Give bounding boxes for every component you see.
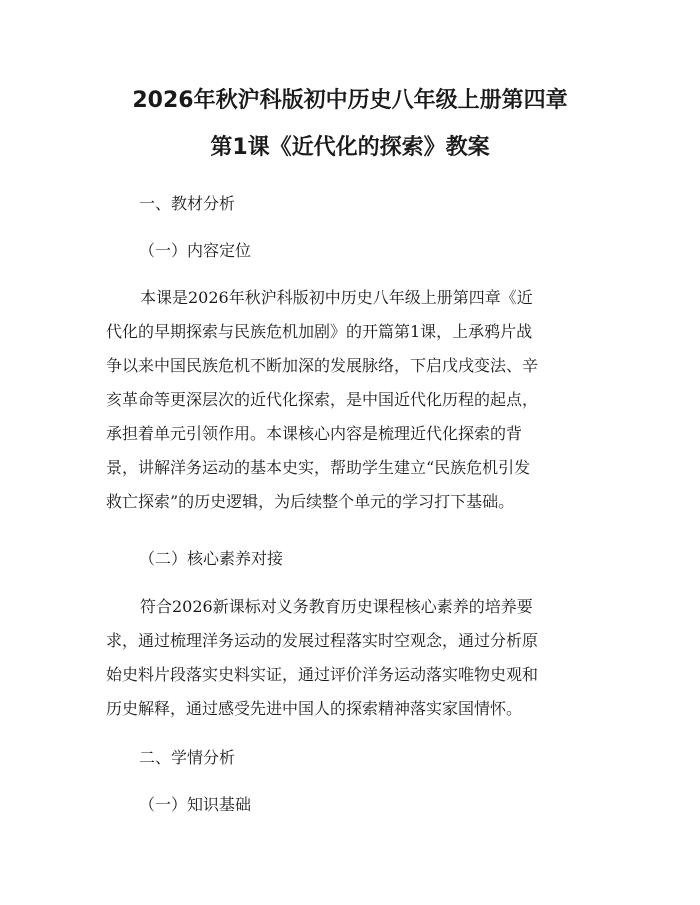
subsection-heading-content-position: （一）内容定位	[139, 241, 252, 260]
subsection-heading-knowledge-base: （一）知识基础	[139, 795, 252, 814]
paragraph-line: 本课是2026年秋沪科版初中历史八年级上册第四章《近	[140, 288, 533, 307]
subsection-heading-core-competencies: （二）核心素养对接	[139, 549, 284, 568]
paragraph-line: 亥革命等更深层次的近代化探索，是中国近代化历程的起点，	[106, 390, 539, 409]
paragraph-line: 符合2026新课标对义务教育历史课程核心素养的培养要	[140, 597, 533, 616]
document-title-line-2: 第1课《近代化的探索》教案	[210, 135, 490, 160]
paragraph-line: 代化的早期探索与民族危机加剧》的开篇第1课，上承鸦片战	[106, 322, 533, 341]
paragraph-core-competencies	[106, 590, 606, 726]
paragraph-line: 救亡探索”的历史逻辑，为后续整个单元的学习打下基础。	[106, 492, 515, 511]
section-heading-learner-analysis: 二、学情分析	[139, 748, 236, 767]
paragraph-line: 始史料片段落实史料实证，通过评价洋务运动落实唯物史观和	[106, 665, 539, 684]
paragraph-line: 争以来中国民族危机不断加深的发展脉络，下启戊戌变法、辛	[106, 356, 539, 375]
paragraph-line: 景，讲解洋务运动的基本史实，帮助学生建立“民族危机引发	[106, 458, 531, 477]
paragraph-line: 历史解释，通过感受先进中国人的探索精神落实家国情怀。	[106, 699, 523, 718]
section-heading-textbook-analysis: 一、教材分析	[139, 194, 236, 213]
paragraph-line: 求，通过梳理洋务运动的发展过程落实时空观念，通过分析原	[106, 631, 539, 650]
document-title-line-1: 2026年秋沪科版初中历史八年级上册第四章	[132, 88, 568, 113]
paragraph-line: 承担着单元引领作用。本课核心内容是梳理近代化探索的背	[106, 424, 523, 443]
paragraph-content-position	[106, 281, 606, 519]
